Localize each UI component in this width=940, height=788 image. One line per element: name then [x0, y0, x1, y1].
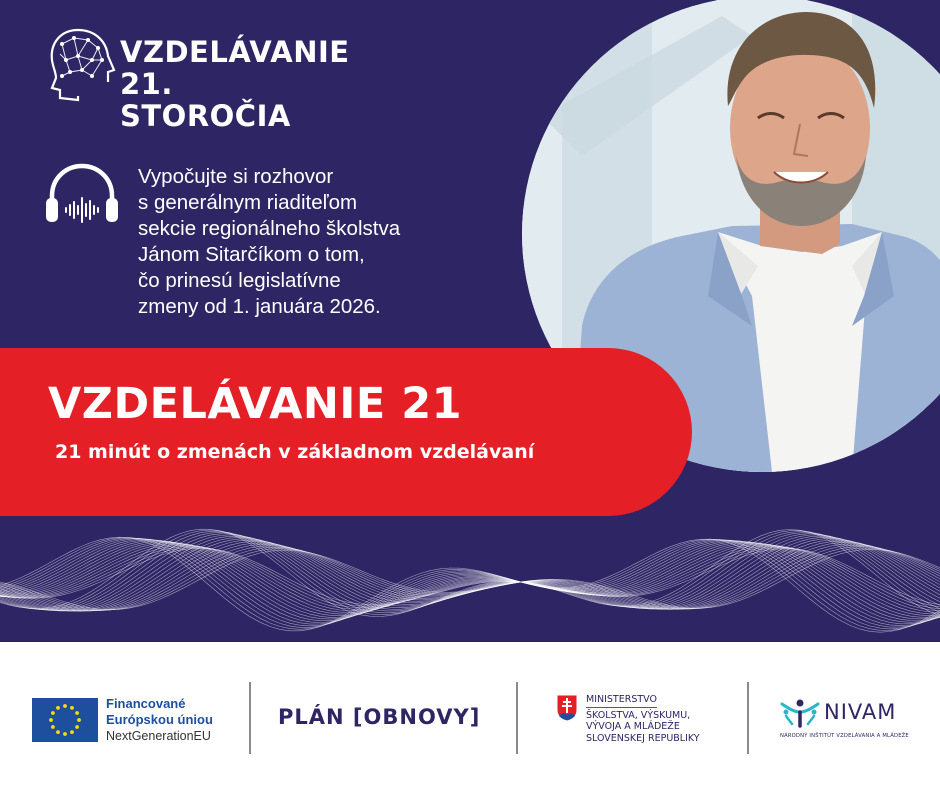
divider — [516, 682, 518, 754]
divider — [249, 682, 251, 754]
eu-funding-logo — [32, 696, 232, 744]
eu-star — [51, 725, 55, 729]
intro-line: čo prinesú legislatívne — [138, 269, 341, 292]
bracket-close: ] — [469, 705, 481, 729]
brain-head-icon — [48, 26, 120, 104]
plan-left-text: PLÁN — [278, 705, 345, 729]
ministry-line-1: MINISTERSTVO — [586, 694, 657, 708]
eu-star — [49, 718, 53, 722]
slovak-crest-icon — [556, 694, 578, 722]
wave-pattern — [0, 520, 940, 642]
ministry-line-4: SLOVENSKEJ REPUBLIKY — [586, 732, 700, 744]
eu-line-2: Európskou úniou — [106, 712, 213, 727]
plan-right-text: OBNOVY — [363, 705, 470, 729]
eu-line-1: Financované — [106, 696, 186, 711]
partner-footer — [0, 642, 940, 788]
eu-star — [75, 725, 79, 729]
intro-line: Jánom Sitarčíkom o tom, — [138, 243, 365, 266]
nivam-name: NIVAM — [824, 700, 897, 724]
logo-wordmark — [120, 36, 350, 132]
banner-subtitle: 21 minút o zmenách v základnom vzdelávaní — [55, 441, 535, 463]
eu-star — [63, 732, 67, 736]
eu-flag-icon — [32, 698, 98, 742]
eu-star — [77, 718, 81, 722]
eu-star — [51, 711, 55, 715]
eu-star — [56, 730, 60, 734]
intro-text — [138, 164, 458, 320]
wave-line — [0, 545, 940, 610]
nivam-people-icon — [778, 698, 822, 728]
nivam-subtitle: NÁRODNÝ INŠTITÚT VZDELÁVANIA A MLÁDEŽE — [780, 733, 909, 739]
eu-funding-text — [106, 696, 213, 744]
program-logo — [48, 26, 350, 133]
headphones-icon — [44, 162, 120, 232]
eu-line-3: NextGenerationEU — [106, 729, 211, 743]
logo-line-2: 21. STOROČIA — [120, 67, 291, 133]
plan-obnovy-logo — [278, 705, 480, 729]
bracket-open: [ — [352, 705, 364, 729]
eu-star — [63, 704, 67, 708]
ministry-line-3: VÝVOJA A MLÁDEŽE — [586, 721, 680, 732]
ministry-line-2: ŠKOLSTVA, VÝSKUMU, — [586, 709, 691, 721]
intro-line: Vypočujte si rozhovor — [138, 165, 334, 188]
eu-star — [70, 730, 74, 734]
eu-star — [75, 711, 79, 715]
divider — [747, 682, 749, 754]
title-banner — [0, 348, 692, 516]
ministry-text — [586, 694, 700, 744]
intro-line: sekcie regionálneho školstva — [138, 217, 401, 240]
banner-title: VZDELÁVANIE 21 — [48, 379, 463, 429]
intro-line: zmeny od 1. januára 2026. — [138, 295, 381, 318]
eu-star — [70, 706, 74, 710]
ministry-logo — [556, 694, 736, 754]
logo-line-1: VZDELÁVANIE — [120, 35, 350, 69]
intro-line: s generálnym riaditeľom — [138, 191, 358, 214]
nivam-logo — [778, 692, 908, 752]
eu-star — [56, 706, 60, 710]
